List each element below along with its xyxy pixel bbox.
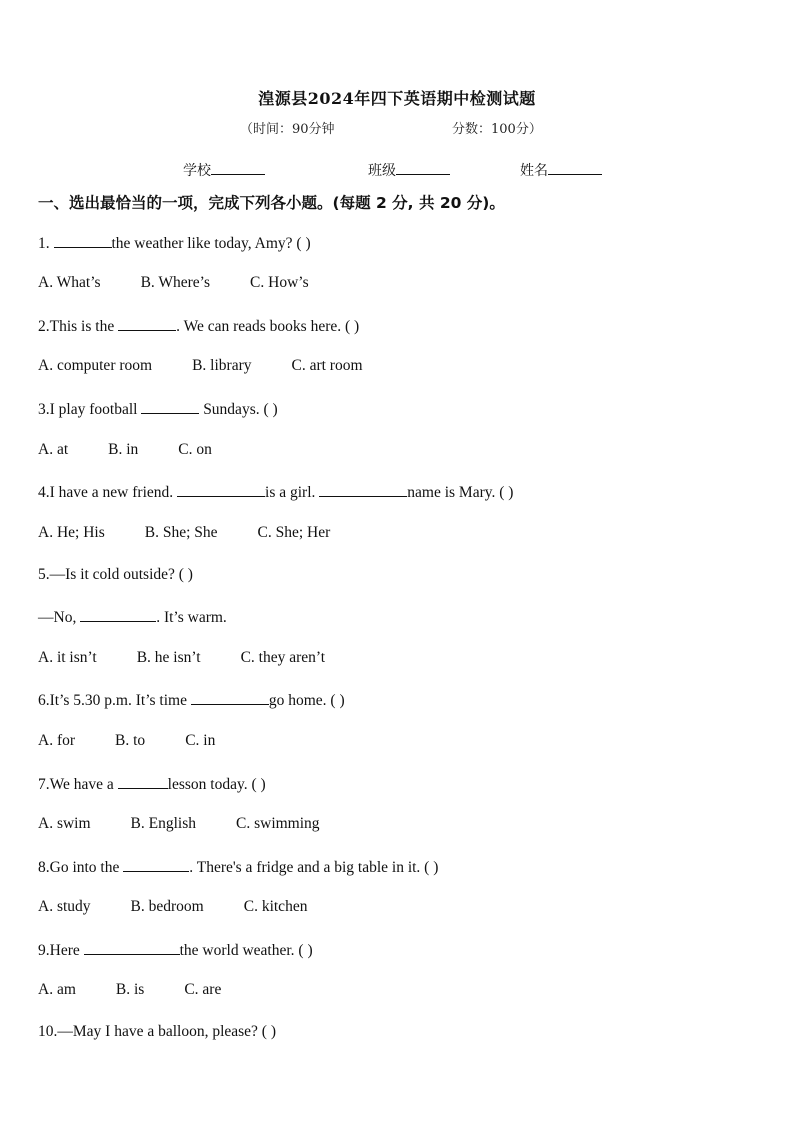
answer-blank [54, 233, 112, 248]
question-text: . It’s warm. [156, 609, 227, 626]
answer-blank [80, 607, 156, 622]
option-c: C. they aren’t [240, 649, 326, 666]
name-field [520, 160, 602, 180]
class-blank [396, 160, 450, 175]
question-text: 9.Here [38, 942, 84, 959]
question-6 [38, 690, 345, 710]
class-field [368, 160, 450, 180]
option-c: C. on [178, 441, 212, 458]
options-1 [38, 274, 349, 292]
name-blank [548, 160, 602, 175]
option-a: A. He; His [38, 524, 105, 541]
option-c: C. How’s [250, 274, 309, 291]
option-c: C. art room [291, 357, 363, 374]
question-2 [38, 316, 359, 336]
option-b: B. bedroom [130, 898, 204, 915]
answer-blank [141, 399, 199, 414]
option-a: A. What’s [38, 274, 101, 291]
answer-blank [319, 482, 407, 497]
question-text: 6.It’s 5.30 p.m. It’s time [38, 692, 191, 709]
question-text: 3.I play football [38, 401, 142, 418]
options-9 [38, 981, 261, 999]
option-b: B. he isn’t [136, 649, 201, 666]
option-b: B. English [130, 815, 196, 832]
class-label: 班级 [368, 163, 396, 179]
answer-blank [118, 316, 176, 331]
question-text: 5.—Is it cold outside? ( ) [38, 566, 193, 583]
option-b: B. Where’s [140, 274, 211, 291]
question-text: name is Mary. ( ) [407, 484, 514, 501]
answer-blank [177, 482, 265, 497]
options-2 [38, 357, 403, 375]
section-title: 一、选出最恰当的一项，完成下列各小题。(每题 2 分, 共 20 分)。 [38, 194, 505, 212]
question-9 [38, 940, 313, 960]
question-5 [38, 566, 193, 584]
option-a: A. am [38, 981, 76, 998]
option-b: B. to [115, 732, 146, 749]
answer-blank [118, 774, 168, 789]
option-a: A. study [38, 898, 91, 915]
question-7 [38, 774, 266, 794]
option-a: A. for [38, 732, 76, 749]
question-text: the weather like today, Amy? ( ) [111, 235, 311, 252]
options-4 [38, 524, 370, 542]
question-text: 7.We have a [38, 776, 118, 793]
school-blank [211, 160, 265, 175]
option-a: A. it isn’t [38, 649, 97, 666]
name-label: 姓名 [520, 163, 548, 179]
question-text: 10.—May I have a balloon, please? ( ) [38, 1023, 277, 1040]
question-4 [38, 482, 513, 502]
question-text: —No, [38, 609, 81, 626]
options-3 [38, 441, 252, 459]
answer-blank [123, 857, 189, 872]
question-text: . There's a fridge and a big table in it. ( ) [189, 859, 439, 876]
question-10 [38, 1023, 276, 1041]
question-text: . We can reads books here. ( ) [176, 318, 360, 335]
question-text: 4.I have a new friend. [38, 484, 178, 501]
question-text: 2.This is the [38, 318, 119, 335]
option-b: B. library [192, 357, 252, 374]
question-3 [38, 399, 278, 419]
school-label: 学校 [183, 163, 211, 179]
option-c: C. She; Her [257, 524, 331, 541]
question-1 [38, 233, 311, 253]
option-c: C. in [185, 732, 216, 749]
option-a: A. at [38, 441, 69, 458]
question-text: the world weather. ( ) [179, 942, 313, 959]
page-title: 湟源县2024年四下英语期中检测试题 [258, 89, 536, 108]
option-a: A. computer room [38, 357, 153, 374]
question-text: go home. ( ) [268, 692, 345, 709]
option-c: C. kitchen [243, 898, 308, 915]
question-text: 1. [38, 235, 54, 252]
question-text: is a girl. [265, 484, 320, 501]
option-b: B. She; She [144, 524, 218, 541]
question-text: 8.Go into the [38, 859, 124, 876]
options-7 [38, 815, 360, 833]
options-5 [38, 649, 365, 667]
exam-time: （时间：90分钟 [240, 122, 335, 137]
question-8 [38, 857, 438, 877]
option-c: C. swimming [236, 815, 320, 832]
options-6 [38, 732, 255, 750]
option-b: B. is [115, 981, 145, 998]
question-text: lesson today. ( ) [167, 776, 266, 793]
answer-blank [191, 690, 269, 705]
option-a: A. swim [38, 815, 91, 832]
option-b: B. in [108, 441, 139, 458]
option-c: C. are [184, 981, 222, 998]
school-field [183, 160, 265, 180]
answer-blank [84, 940, 180, 955]
question-text: Sundays. ( ) [199, 401, 278, 418]
exam-score: 分数：100分） [452, 122, 542, 137]
question-5-reply [38, 607, 227, 627]
options-8 [38, 898, 347, 916]
